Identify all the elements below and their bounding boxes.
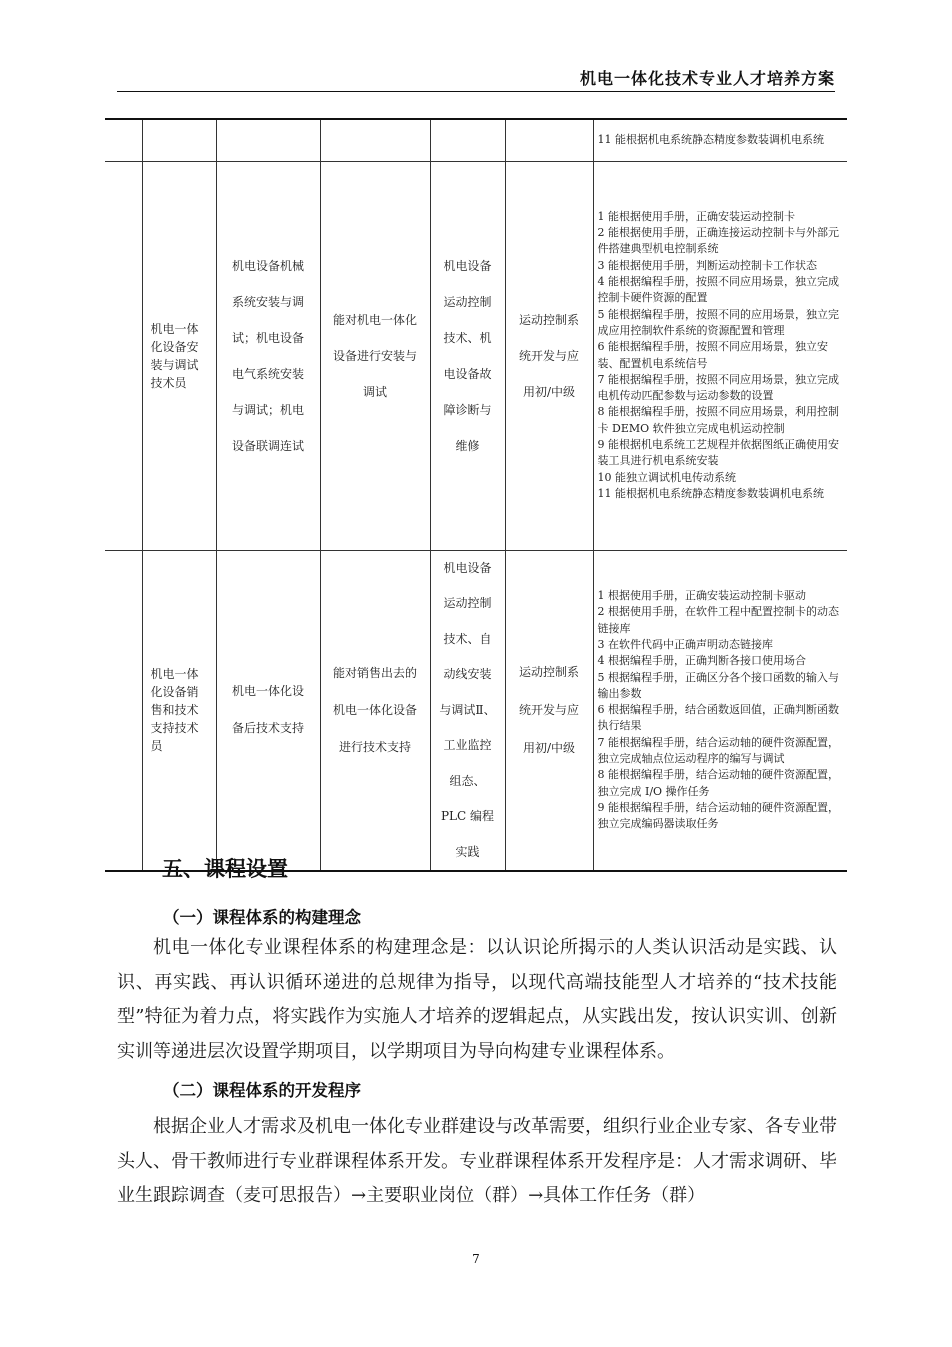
task-item: 2 能根据使用手册，正确连接运动控制卡与外部元件搭建典型机电控制系统 [597, 226, 839, 256]
work-task-cell [320, 119, 430, 161]
subsection-title: （二）课程体系的开发程序 [163, 1081, 361, 1100]
task-item: 6 能根据编程手册，按照不同应用场景，独立安装、配置机电系统信号 [597, 340, 828, 370]
work-task-cell [320, 550, 430, 871]
empty-cell [105, 119, 142, 161]
table-row [105, 161, 847, 550]
position-text: 机电一体化设备安装与调试技术员 [150, 321, 199, 390]
empty-cell [105, 550, 142, 871]
task-item: 11 能根据机电系统静态精度参数装调机电系统 [597, 486, 824, 500]
position-cell [142, 119, 216, 161]
task-item: 4 能根据编程手册，按照不同应用场景，独立完成控制卡硬件资源的配置 [597, 275, 839, 305]
ability-tasks-cell [593, 119, 847, 161]
certificate-text: 运动控制系统开发与应用初/中级 [518, 312, 579, 399]
task-item: 10 能独立调试机电传动系统 [597, 470, 736, 484]
certificate-cell [505, 119, 593, 161]
empty-cell [105, 161, 142, 550]
certificate-cell [505, 161, 593, 550]
certificate-cell [505, 550, 593, 871]
work-task-cell [320, 161, 430, 550]
task-item: 8 能根据编程手册，按照不同应用场景，利用控制卡 DEMO 软件独立完成电机运动控制 [597, 405, 839, 435]
course-field-text: 机电设备运动控制技术、机电设备故障诊断与维修 [443, 258, 492, 453]
header-title: 机电一体化技术专业人才培养方案 [579, 69, 835, 88]
task-item: 9 能根据机电系统工艺规程并依据图纸正确使用安装工具进行机电系统安装 [597, 437, 839, 468]
task-item: 9 能根据编程手册，结合运动轴的硬件资源配置，独立完成编码器读取任务 [597, 800, 839, 831]
task-item: 1 根据使用手册，正确安装运动控制卡驱动 [597, 589, 806, 603]
job-task-table [105, 118, 847, 872]
header-rule [117, 91, 835, 92]
table-row [105, 119, 847, 161]
position-text: 机电一体化设备销售和技术支持技术员 [150, 667, 199, 754]
course-field-text: 机电设备运动控制技术、自动线安装与调试Ⅱ、工业监控组态、PLC 编程实践 [439, 560, 496, 859]
work-field-cell [216, 161, 320, 550]
task-item: 3 能根据使用手册，判断运动控制卡工作状态 [597, 258, 817, 272]
work-field-cell [216, 550, 320, 871]
course-field-cell [430, 161, 505, 550]
section-title: 五、课程设置 [162, 857, 288, 881]
task-item: 7 能根据编程手册，结合运动轴的硬件资源配置，独立完成轴点位运动程序的编写与调试 [597, 735, 839, 765]
work-field-cell [216, 119, 320, 161]
ability-tasks-cell [593, 550, 847, 871]
task-item: 11 能根据机电系统静态精度参数装调机电系统 [597, 133, 824, 147]
course-field-cell [430, 550, 505, 871]
work-task-text: 能对销售出去的机电一体化设备进行技术支持 [332, 665, 417, 754]
position-cell [142, 161, 216, 550]
task-item: 1 能根据使用手册，正确安装运动控制卡 [597, 209, 795, 223]
work-field-text: 机电设备机械系统安装与调试；机电设备电气系统安装与调试；机电设备联调连试 [231, 258, 304, 453]
task-item: 5 根据编程手册，正确区分各个接口函数的输入与输出参数 [597, 670, 839, 700]
paragraph: 根据企业人才需求及机电一体化专业群建设与改革需要，组织行业企业专家、各专业带头人、骨干教师进行专业群课程体系开发。专业群课程体系开发程序是：人才需求调研、毕业生跟踪调查（麦可思报告）→主要职业岗位（群）→具体工作任务（群） [117, 1116, 837, 1206]
task-item: 8 能根据编程手册，结合运动轴的硬件资源配置，独立完成 I/O 操作任务 [597, 768, 839, 798]
task-item: 7 能根据编程手册，按照不同应用场景，独立完成电机传动匹配参数与运动参数的设置 [597, 372, 839, 403]
ability-tasks-cell [593, 161, 847, 550]
work-field-text: 机电一体化设备后技术支持 [231, 684, 304, 736]
task-item: 6 根据编程手册，结合函数返回值，正确判断函数执行结果 [597, 703, 839, 733]
table-row [105, 550, 847, 871]
work-task-text: 能对机电一体化设备进行安装与调试 [332, 312, 417, 399]
paragraph: 机电一体化专业课程体系的构建理念是：以认识论所揭示的人类认识活动是实践、认识、再实践、再认识循环递进的总规律为指导，以现代高端技能型人才培养的“技术技能型”特征为着力点，将实践作为实施人才培养的逻辑起点，从实践出发，按认识实训、创新实训等递进层次设置学期项目，以学期项目为导向构建专业课程体系。 [117, 937, 837, 1062]
task-item: 5 能根据编程手册，按照不同的应用场景，独立完成应用控制软件系统的资源配置和管理 [597, 307, 839, 337]
task-item: 2 根据使用手册，在软件工程中配置控制卡的动态链接库 [597, 605, 839, 635]
page-number: 7 [472, 1252, 480, 1266]
course-field-cell [430, 119, 505, 161]
certificate-text: 运动控制系统开发与应用初/中级 [518, 665, 579, 756]
position-cell [142, 550, 216, 871]
task-item: 4 根据编程手册，正确判断各接口使用场合 [597, 654, 806, 668]
subsection-title: （一）课程体系的构建理念 [163, 908, 361, 927]
task-item: 3 在软件代码中正确声明动态链接库 [597, 637, 773, 651]
